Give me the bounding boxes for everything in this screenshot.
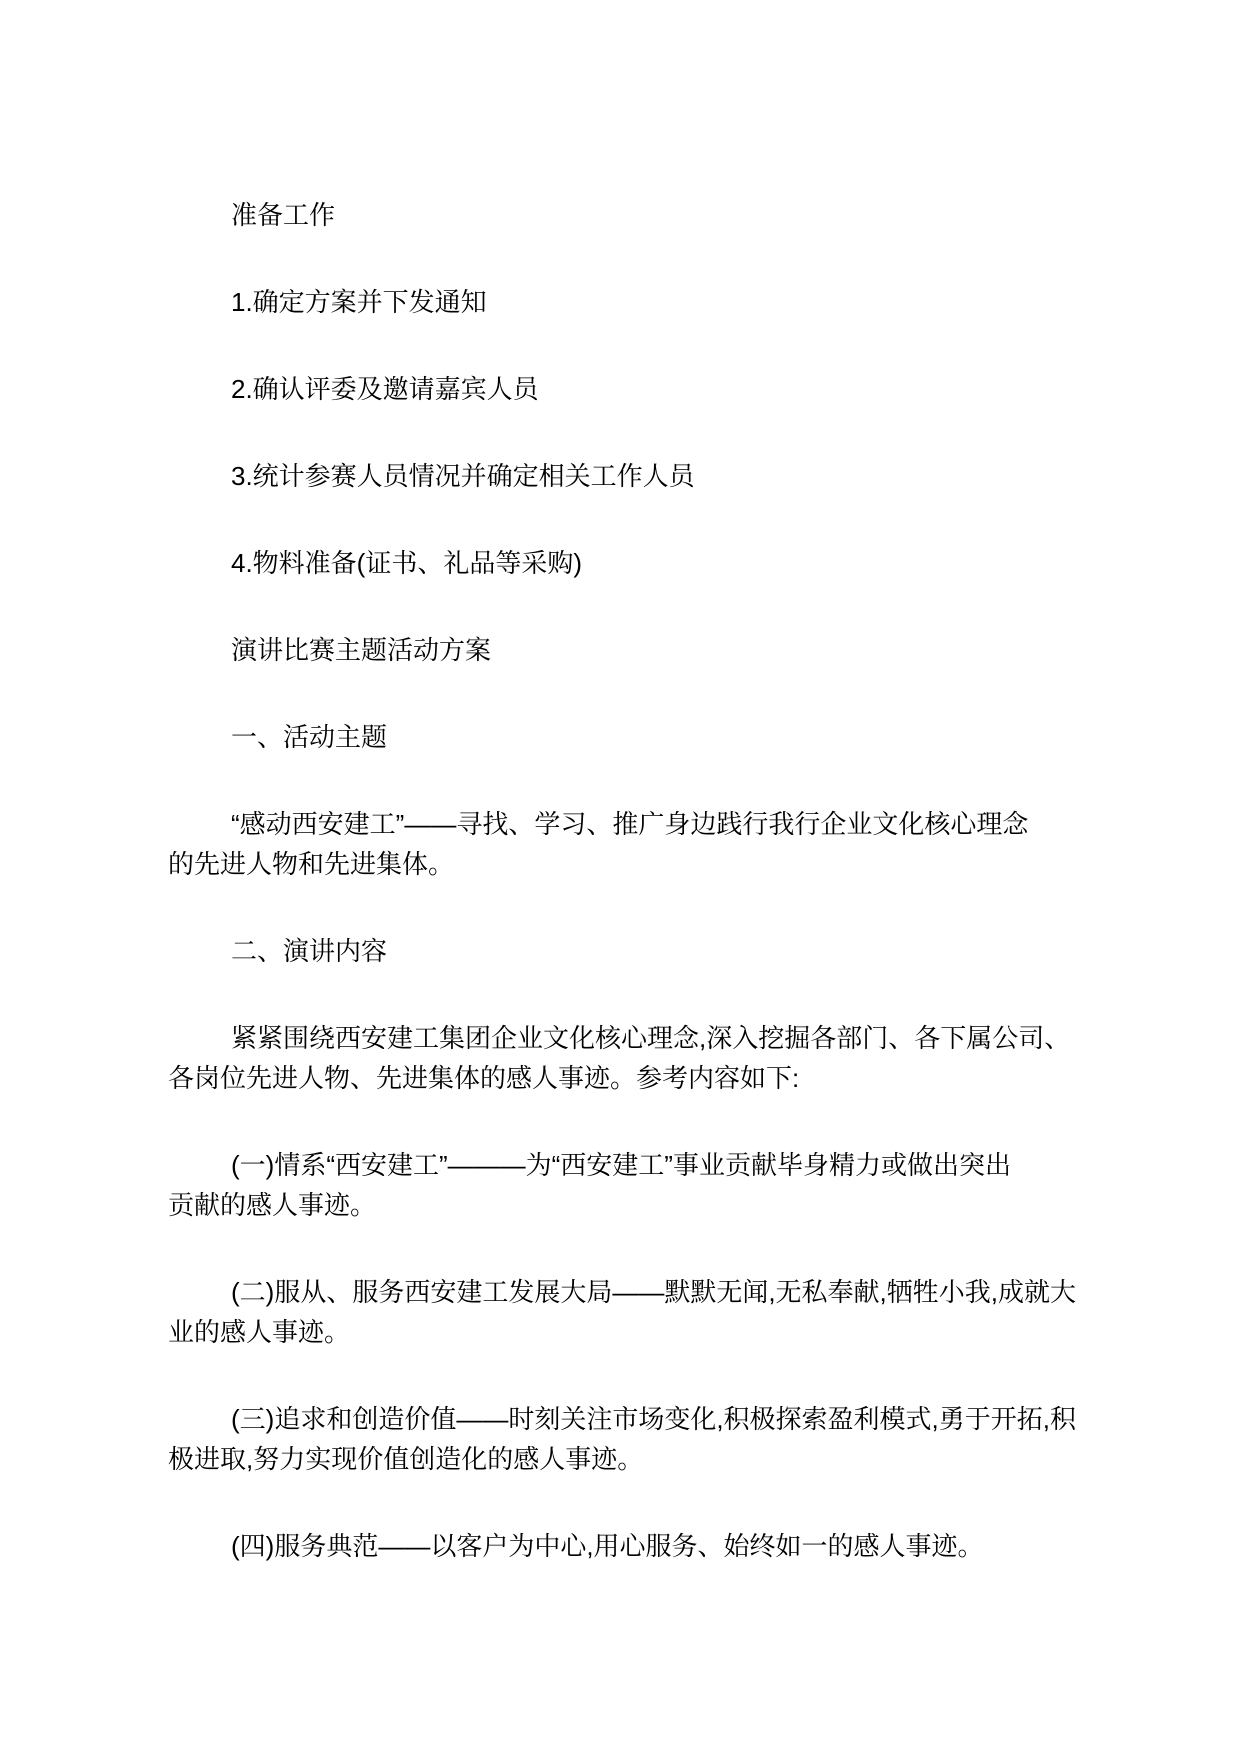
- text-line: 演讲比赛主题活动方案: [231, 635, 492, 665]
- text-line: 2.确认评委及邀请嘉宾人员: [231, 374, 539, 404]
- text-line: 准备工作: [231, 200, 336, 230]
- text-line: “感动西安建工”——寻找、学习、推广身边践行我行企业文化核心理念: [231, 809, 1029, 839]
- text-line: 3.统计参赛人员情况并确定相关工作人员: [231, 461, 695, 491]
- paragraph: [168, 456, 1078, 496]
- paragraph: [168, 1399, 1078, 1479]
- text-line: 业的感人事迹。: [168, 1317, 351, 1347]
- text-line: (四)服务典范——以客户为中心,用心服务、始终如一的感人事迹。: [231, 1531, 984, 1561]
- paragraph: [168, 282, 1078, 322]
- text-line: (一)情系“西安建工”———为“西安建工”事业贡献毕身精力或做出突出: [231, 1150, 1011, 1180]
- text-line: 各岗位先进人物、先进集体的感人事迹。参考内容如下:: [168, 1063, 800, 1093]
- paragraph: [168, 1526, 1078, 1566]
- paragraph: [168, 717, 1078, 757]
- paragraph: [168, 804, 1078, 884]
- text-line: 紧紧围绕西安建工集团企业文化核心理念,深入挖掘各部门、各下属公司、: [231, 1023, 1071, 1053]
- text-line: (二)服从、服务西安建工发展大局——默默无闻,无私奉献,牺牲小我,成就大: [231, 1277, 1076, 1307]
- text-line: 二、演讲内容: [231, 936, 388, 966]
- text-line: 的先进人物和先进集体。: [168, 849, 455, 879]
- paragraph: [168, 1018, 1078, 1098]
- document-content: [168, 195, 1078, 1613]
- text-line: (三)追求和创造价值——时刻关注市场变化,积极探索盈利模式,勇于开拓,积: [231, 1404, 1076, 1434]
- paragraph: [168, 195, 1078, 235]
- text-line: 一、活动主题: [231, 722, 388, 752]
- text-line: 贡献的感人事迹。: [168, 1190, 377, 1220]
- paragraph: [168, 630, 1078, 670]
- paragraph: [168, 1145, 1078, 1225]
- paragraph: [168, 369, 1078, 409]
- paragraph: [168, 1272, 1078, 1352]
- paragraph: [168, 543, 1078, 583]
- text-line: 4.物料准备(证书、礼品等采购): [231, 548, 583, 578]
- text-line: 1.确定方案并下发通知: [231, 287, 487, 317]
- paragraph: [168, 931, 1078, 971]
- text-line: 极进取,努力实现价值创造化的感人事迹。: [168, 1444, 644, 1474]
